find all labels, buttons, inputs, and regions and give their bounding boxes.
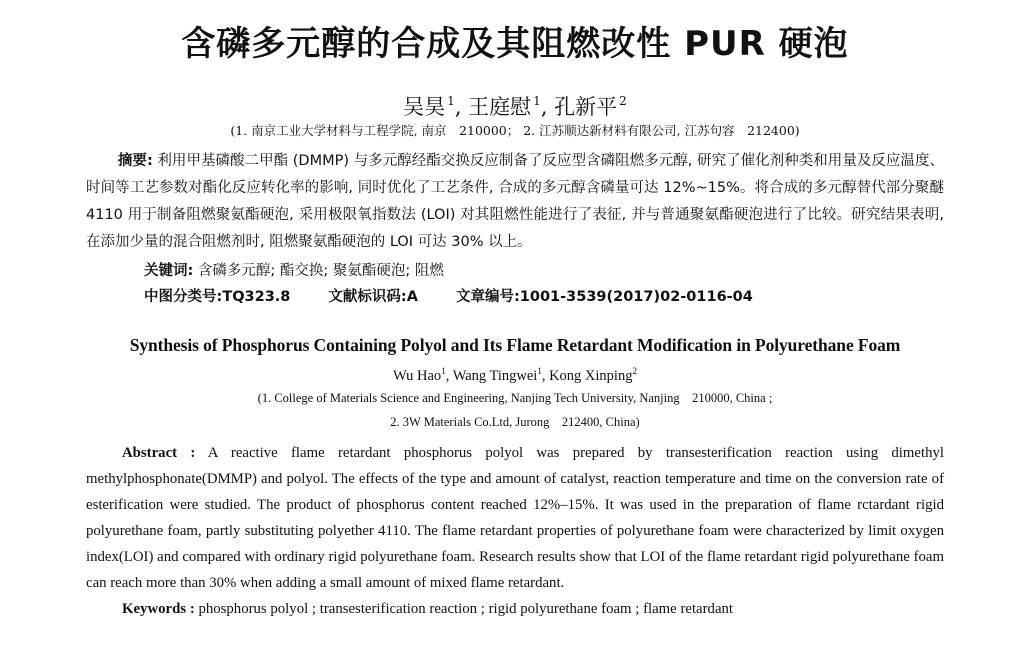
- author-name: Kong Xinping: [549, 368, 633, 384]
- classification-row: [86, 284, 944, 310]
- english-title: Synthesis of Phosphorus Containing Polyol and Its Flame Retardant Modification in Polyurethane Foam: [129, 335, 901, 355]
- english-abstract-text: A reactive flame retardant phosphorus polyol was prepared by transesterification reaction using dimethyl methylphosphonate(DMMP) and polyol. The effects of the type and amount of catalyst, reaction temperature and time on the conversion rate of esterification were studied. The product of phosphorus content reached 12%–15%. It was used in the preparation of flame rctardant rigid polyurethane foam, partly substituting polyether 4110. The flame retardant properties of polyurethane foam were characterized by limit oxygen index(LOI) and compared with ordinary rigid polyurethane foam. Research results show that LOI of the flame retardant rigid polyurethane foam can reach more than 30% when adding a small amount of mixed flame retardant.: [86, 445, 944, 591]
- english-affiliation-2: 2. 3W Materials Co.Ltd, Jurong 212400, China): [390, 415, 640, 429]
- class-number-value: TQ323.8: [222, 289, 291, 305]
- english-authors: Wu Hao$^1$, Wang Tingwei$^1$, Kong Xinping$^2$: [393, 366, 637, 384]
- author-name: 王庭慰: [468, 95, 532, 119]
- english-keywords-label: Keywords :: [122, 601, 195, 617]
- english-keywords: [86, 596, 944, 622]
- chinese-affiliation: (1. 南京工业大学材料与工程学院, 南京 210000； 2. 江苏顺达新材料有限公司, 江苏句容 212400): [230, 123, 800, 138]
- chinese-title: 含磷多元醇的合成及其阻燃改性 PUR 硬泡: [181, 24, 849, 64]
- article-number-value: 1001-3539(2017)02-0116-04: [519, 289, 753, 305]
- author-name: 吴昊: [403, 95, 446, 119]
- author-name: Wu Hao: [393, 368, 442, 384]
- author-affil-mark: 2: [632, 366, 637, 376]
- chinese-abstract: [86, 148, 944, 256]
- chinese-keywords-label: 关键词:: [144, 263, 194, 279]
- english-abstract-label: Abstract :: [122, 445, 196, 461]
- chinese-abstract-text: 利用甲基磷酸二甲酯 (DMMP) 与多元醇经酯交换反应制备了反应型含磷阻燃多元醇, 研究了催化剂种类和用量及反应温度、时间等工艺参数对酯化反应转化率的影响, 同时优化了工艺条件, 合成的多元醇含磷量可达 12%~15%。将合成的多元醇替代部分聚醚 4110 用于制备阻燃聚氨酯硬泡, 采用极限氧指数法 (LOI) 对其阻燃性能进行了表征, 并与普通聚氨酯硬泡进行了比较。研究结果表明, 在添加少量的混合阻燃剂时, 阻燃聚氨酯硬泡的 LOI 可达 30% 以上。: [86, 153, 944, 250]
- class-number-label: 中图分类号:: [144, 289, 223, 305]
- chinese-authors: 吴昊 $^1$, 王庭慰 $^1$, 孔新平 $^2$: [403, 94, 627, 119]
- chinese-abstract-label: 摘要:: [117, 153, 153, 169]
- doc-code-value: A: [406, 289, 418, 305]
- author-affil-mark: 2: [619, 94, 627, 108]
- chinese-keywords: [86, 258, 944, 284]
- english-keywords-text: phosphorus polyol ; transesterification reaction ; rigid polyurethane foam ; flame retardant: [198, 601, 734, 617]
- english-abstract: [86, 440, 944, 596]
- author-affil-mark: 1: [537, 366, 542, 376]
- author-affil-mark: 1: [441, 366, 446, 376]
- author-name: 孔新平: [554, 95, 618, 119]
- article-number-label: 文章编号:: [455, 289, 520, 305]
- author-affil-mark: 1: [447, 94, 455, 108]
- english-affiliation-1: (1. College of Materials Science and Engineering, Nanjing Tech University, Nanjing 210000, China ;: [257, 391, 773, 405]
- author-name: Wang Tingwei: [452, 368, 538, 384]
- doc-code-label: 文献标识码:: [328, 289, 407, 305]
- chinese-keywords-text: 含磷多元醇; 酯交换; 聚氨酯硬泡; 阻燃: [197, 263, 444, 279]
- author-affil-mark: 1: [533, 94, 541, 108]
- chinese-meta: [86, 258, 944, 310]
